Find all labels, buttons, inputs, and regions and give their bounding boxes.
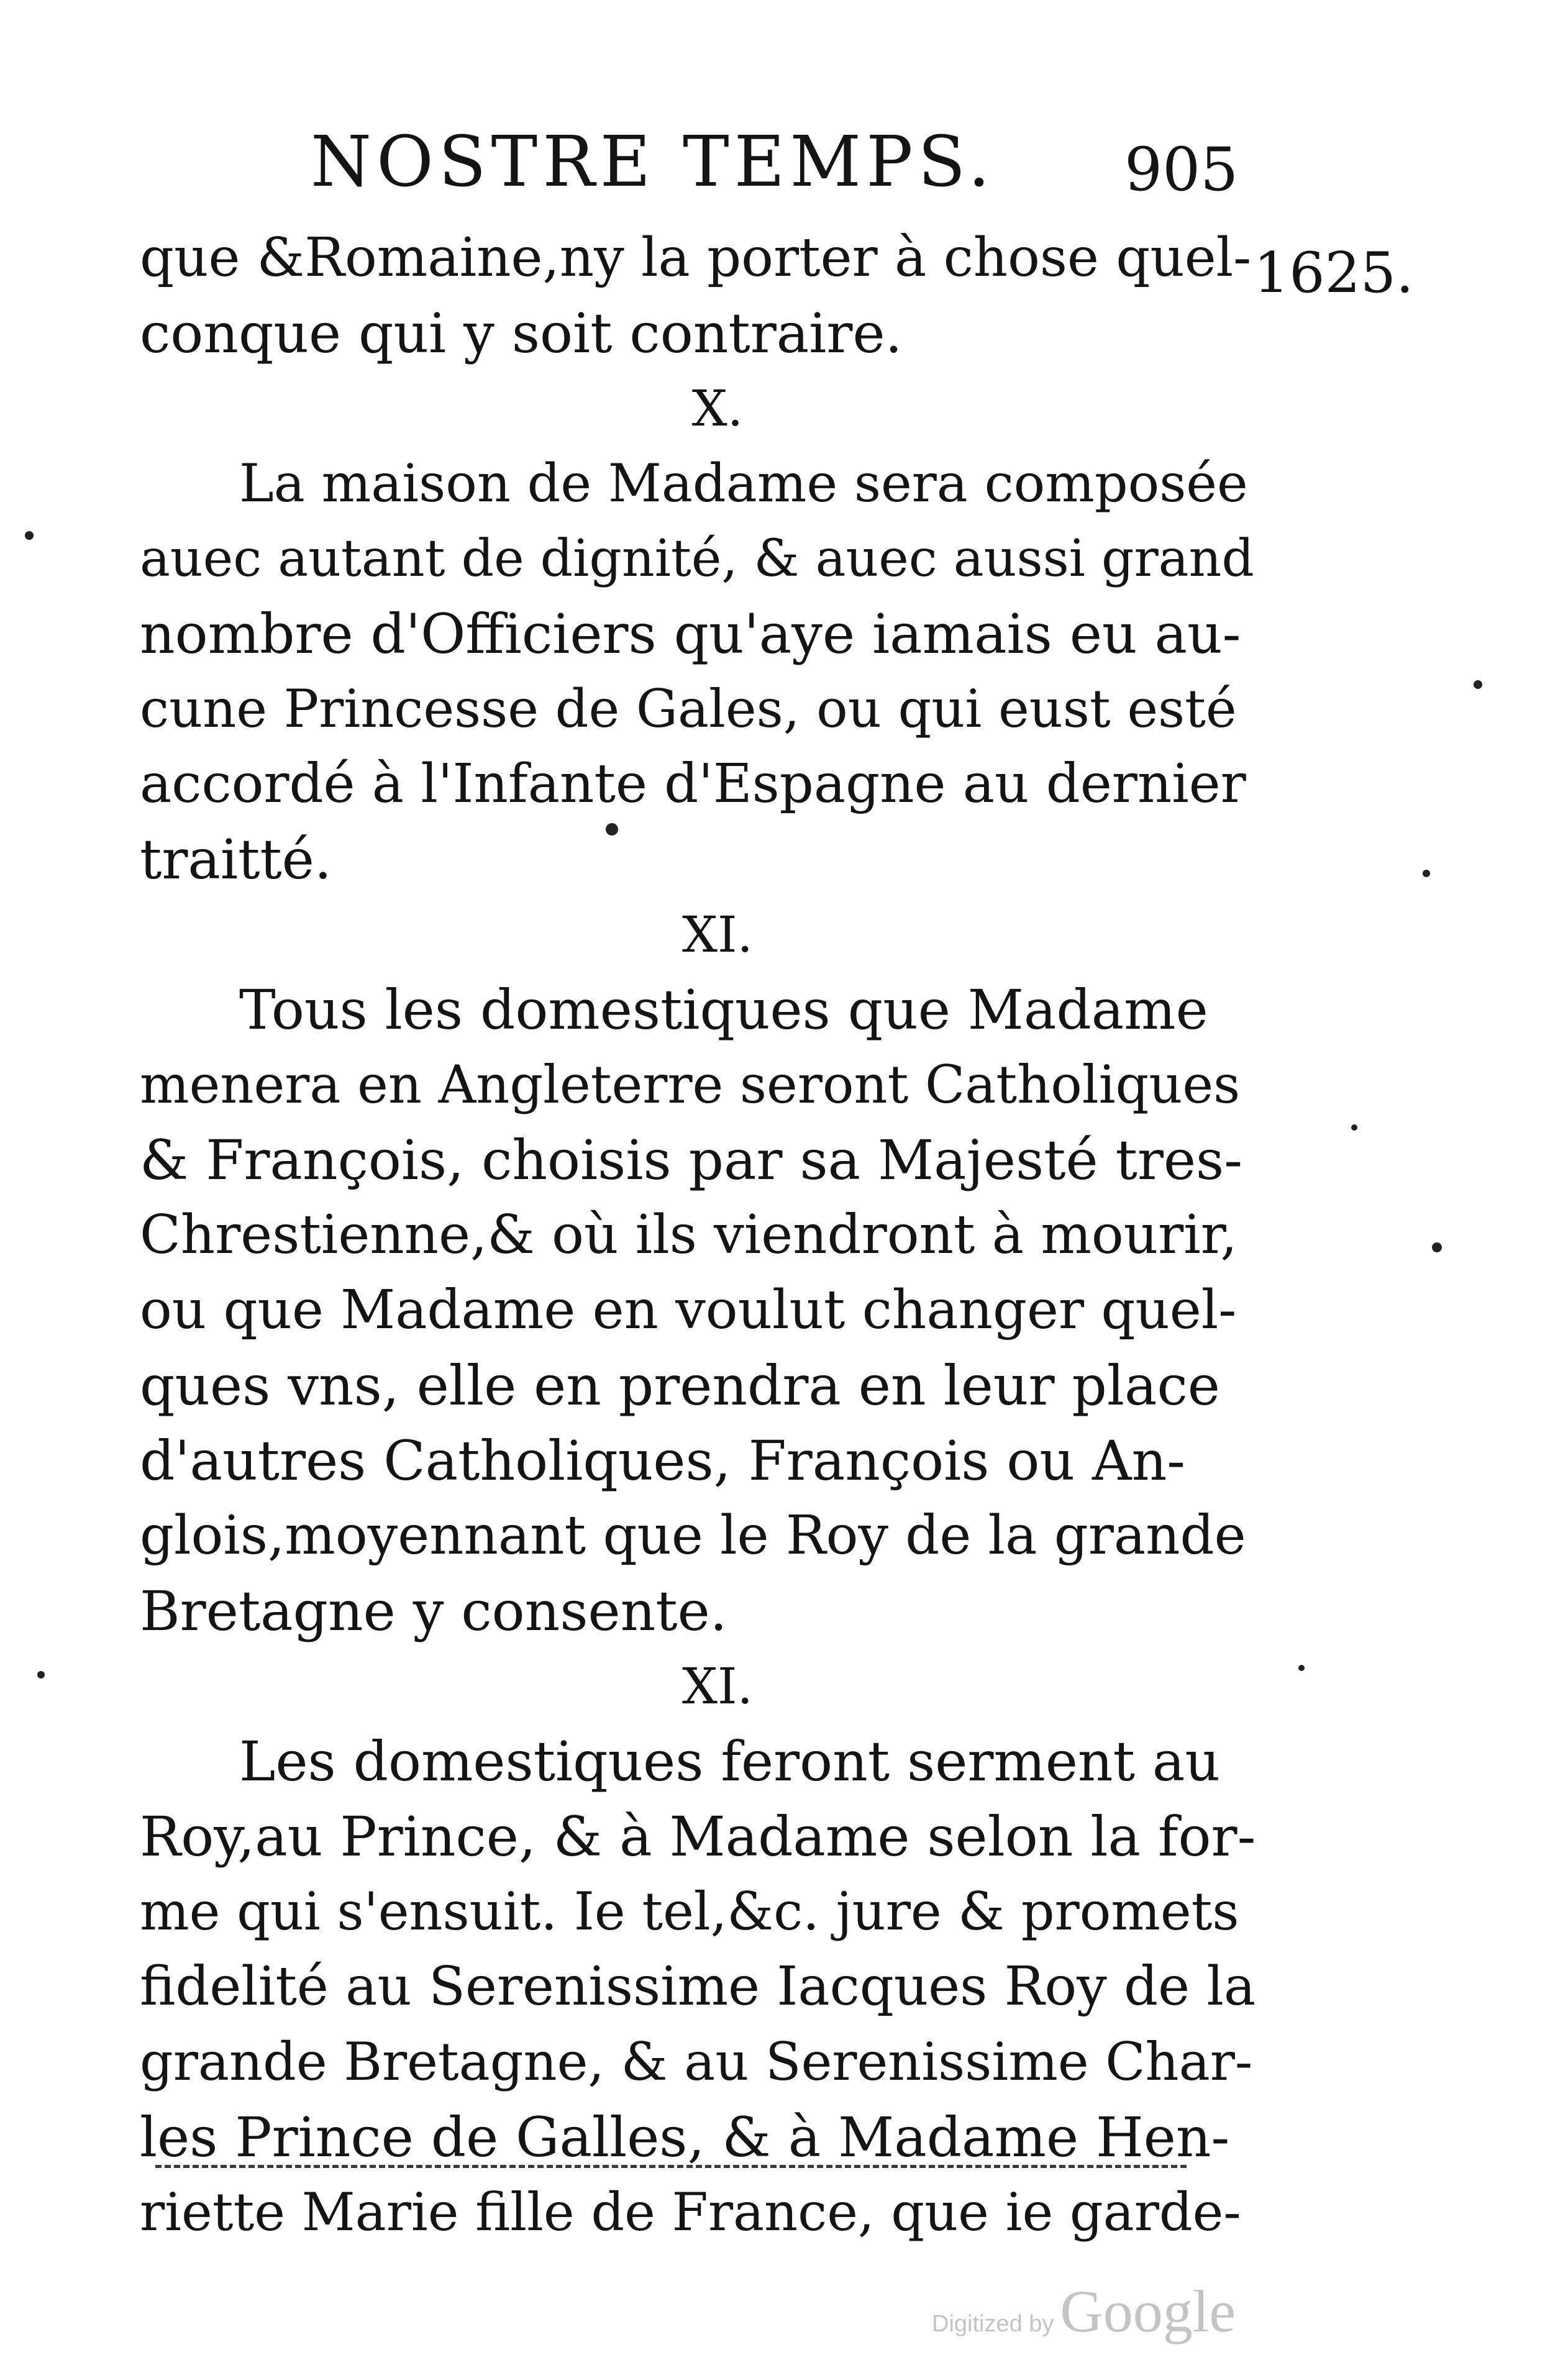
text-line: Bretagne y consente. xyxy=(140,1579,727,1643)
text-line: ou que Madame en voulut changer quel- xyxy=(140,1279,1237,1341)
bottom-rule xyxy=(155,2165,1187,2168)
text-line: fidelité au Serenissime Iacques Roy de la xyxy=(140,1956,1256,2018)
text-line: grande Bretagne, & au Serenissime Char- xyxy=(140,2031,1253,2092)
text-line: Chrestienne,& où ils viendront à mourir, xyxy=(140,1204,1238,1266)
ink-speck xyxy=(1432,1242,1442,1252)
watermark-prefix: Digitized by xyxy=(932,2311,1054,2337)
body-text xyxy=(140,221,1258,2250)
ink-speck xyxy=(37,1671,45,1678)
ink-speck xyxy=(1423,870,1430,877)
ink-speck xyxy=(606,823,618,836)
text-line: me qui s'ensuit. Ie tel,&c. jure & promets xyxy=(140,1881,1239,1942)
text-line: & François, choisis par sa Majesté tres- xyxy=(140,1128,1242,1192)
text-line: que &Romaine,ny la porter à chose quel- xyxy=(140,227,1252,289)
article-heading: X. xyxy=(691,380,744,437)
text-line: auec autant de dignité, & auec aussi grand xyxy=(140,529,1254,588)
text-line: d'autres Catholiques, François ou An- xyxy=(140,1429,1185,1493)
text-line: nombre d'Officiers qu'aye iamais eu au- xyxy=(140,602,1241,666)
text-line: ques vns, elle en prendra en leur place xyxy=(140,1354,1220,1418)
ink-speck xyxy=(25,531,34,540)
text-line: Roy,au Prince, & à Madame selon la for- xyxy=(140,1805,1256,1869)
page-number: 905 xyxy=(1124,135,1239,204)
running-head: NOSTRE TEMPS. xyxy=(311,122,995,203)
text-line: les Prince de Galles, & à Madame Hen- xyxy=(140,2105,1230,2169)
ink-speck xyxy=(1298,1665,1305,1671)
ink-speck xyxy=(1474,680,1482,689)
text-line: Les domestiques feront serment au xyxy=(239,1729,1221,1793)
text-line: riette Marie fille de France, que ie garde- xyxy=(140,2182,1241,2243)
text-line: La maison de Madame sera composée xyxy=(239,453,1248,514)
text-line: traitté. xyxy=(140,827,332,891)
article-heading: XI. xyxy=(682,906,753,963)
ink-speck xyxy=(1351,1124,1357,1131)
google-logo: Google xyxy=(1060,2278,1236,2344)
article-heading: XI. xyxy=(682,1657,753,1715)
text-line: menera en Angleterre seront Catholiques xyxy=(140,1054,1241,1115)
text-line: accordé à l'Infante d'Espagne au dernier xyxy=(140,753,1246,815)
margin-year-note: 1625. xyxy=(1254,240,1414,306)
text-line: cune Princesse de Gales, ou qui eust esté xyxy=(140,678,1237,739)
text-line: Tous les domestiques que Madame xyxy=(239,978,1208,1042)
text-line: glois,moyennant que le Roy de la grande xyxy=(140,1505,1246,1567)
text-line: conque qui y soit contraire. xyxy=(140,301,903,365)
digitized-watermark xyxy=(932,2277,1236,2351)
